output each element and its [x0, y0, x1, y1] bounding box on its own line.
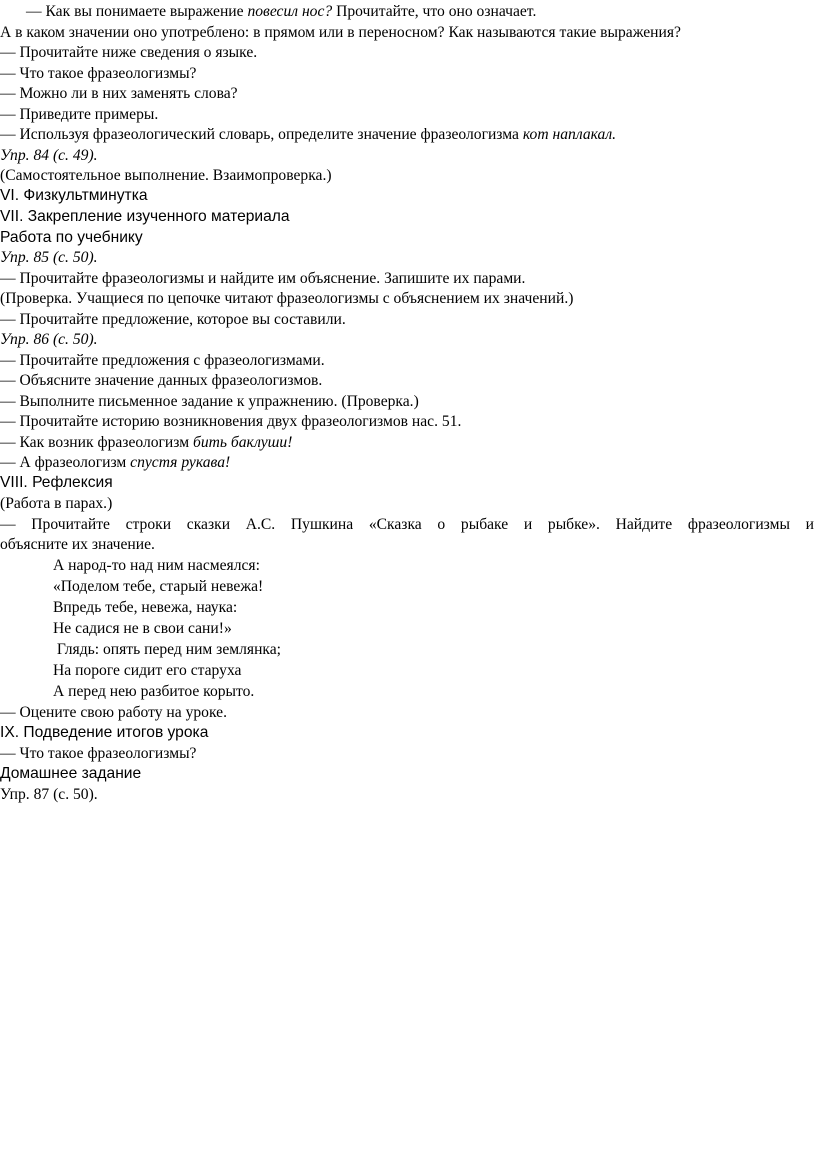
bullet-line: — Прочитайте ниже сведения о языке.	[0, 44, 258, 61]
text-line: А в каком значении оно употреблено: в прямом или в переносном? Как называются такие выражения?	[0, 24, 681, 41]
text-line: объясните их значение.	[0, 536, 155, 553]
text-segment: Прочитайте, что оно означает.	[332, 3, 537, 20]
section-heading: VI. Физкультминутка	[0, 187, 148, 204]
exercise-ref-text: Упр. 86 (с. 50).	[0, 331, 98, 348]
bullet-line: — Объясните значение данных фразеологизмов.	[0, 372, 323, 389]
section-heading: IX. Подведение итогов урока	[0, 724, 209, 741]
section-heading: VIII. Рефлексия	[0, 474, 113, 491]
exercise-ref-text: Упр. 84 (с. 49).	[0, 147, 98, 164]
text-line: (Самостоятельное выполнение. Взаимопроверка.)	[0, 167, 332, 184]
text-line	[26, 2, 536, 22]
bullet-line	[0, 125, 616, 145]
bullet-line: — Можно ли в них заменять слова?	[0, 85, 238, 102]
italic-phrase: кот наплакал.	[522, 126, 617, 143]
section-heading: VII. Закрепление изученного материала	[0, 208, 290, 225]
section-heading: Домашнее задание	[0, 765, 142, 782]
bullet-line: — Прочитайте предложение, которое вы составили.	[0, 311, 346, 328]
text-segment: — Как вы понимаете выражение	[26, 3, 248, 20]
section-heading: Работа по учебнику	[0, 229, 143, 246]
italic-phrase: повесил нос?	[247, 3, 333, 20]
exercise-ref-text: Упр. 85 (с. 50).	[0, 249, 98, 266]
text-line: Упр. 87 (с. 50).	[0, 786, 98, 803]
text-line: (Работа в парах.)	[0, 495, 113, 512]
bullet-line	[0, 453, 230, 473]
poem-line: А перед нею разбитое корыто.	[53, 683, 255, 700]
bullet-line: — Прочитайте предложения с фразеологизмами.	[0, 352, 325, 369]
exercise-ref	[0, 248, 98, 268]
bullet-line: — Приведите примеры.	[0, 106, 159, 123]
text-segment: — Как возник фразеологизм	[0, 434, 193, 451]
italic-phrase: спустя рукава!	[130, 454, 231, 471]
bullet-line: — Оцените свою работу на уроке.	[0, 704, 227, 721]
poem-line: «Поделом тебе, старый невежа!	[53, 578, 264, 595]
italic-phrase: бить баклуши!	[192, 434, 293, 451]
bullet-line: — Что такое фразеологизмы?	[0, 745, 197, 762]
bullet-line: — Прочитайте фразеологизмы и найдите им объяснение. Запишите их парами.	[0, 270, 526, 287]
bullet-line: — Выполните письменное задание к упражнению. (Проверка.)	[0, 393, 419, 410]
poem-line: Не садися не в свои сани!»	[53, 620, 232, 637]
exercise-ref	[0, 146, 98, 166]
text-line: (Проверка. Учащиеся по цепочке читают фразеологизмы с объяснением их значений.)	[0, 290, 574, 307]
bullet-line: — Что такое фразеологизмы?	[0, 65, 197, 82]
poem-line: А народ-то над ним насмеялся:	[53, 557, 260, 574]
text-segment: — Используя фразеологический словарь, определите значение фразеологизма	[0, 126, 523, 143]
bullet-line: — Прочитайте историю возникновения двух фразеологизмов нас. 51.	[0, 413, 462, 430]
poem-line: Впредь тебе, невежа, наука:	[53, 599, 238, 616]
poem-line: Глядь: опять перед ним землянка;	[53, 641, 282, 658]
bullet-line	[0, 433, 292, 453]
bullet-line: — Прочитайте строки сказки А.С. Пушкина «Сказка о рыбаке и рыбке». Найдите фразеологизмы и	[0, 516, 814, 533]
text-segment: — А фразеологизм	[0, 454, 131, 471]
exercise-ref	[0, 330, 98, 350]
poem-line: На пороге сидит его старуха	[53, 662, 242, 679]
